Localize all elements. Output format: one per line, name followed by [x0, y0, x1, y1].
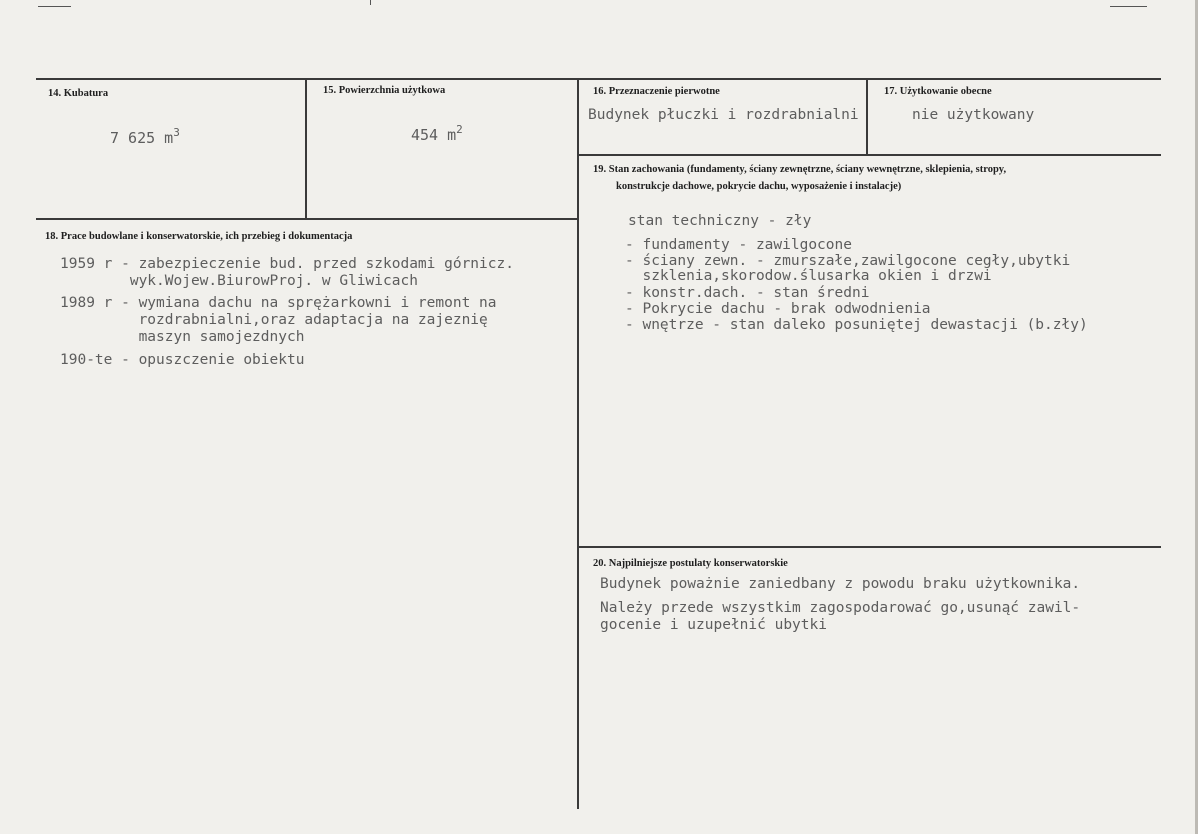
value-uzytkowanie: nie użytkowany [912, 107, 1035, 123]
prace-line-2: wyk.Wojew.BiurowProj. w Gliwicach [60, 273, 418, 289]
rule-v-14-15 [305, 78, 307, 220]
postulaty-line-1: Budynek poważnie zaniedbany z powodu braku użytkownika. [600, 576, 1081, 592]
top-tick-right [1110, 6, 1147, 7]
value-kubatura [110, 124, 180, 147]
label-kubatura: 14. Kubatura [48, 88, 109, 99]
stan-line-4: - konstr.dach. - stan średni [625, 285, 870, 301]
rule-v-15-16 [577, 78, 579, 809]
label-stan-line2: konstrukcje dachowe, pokrycie dachu, wyposażenie i instalacje) [616, 181, 902, 192]
prace-line-4: rozdrabnialni,oraz adaptacja na zajeznię [60, 312, 488, 328]
rule-v-16-17 [866, 78, 868, 155]
prace-line-6: 190-te - opuszczenie obiektu [60, 352, 305, 368]
postulaty-line-2: Należy przede wszystkim zagospodarować go,usunąć zawil- [600, 600, 1081, 616]
label-przeznaczenie: 16. Przeznaczenie pierwotne [593, 86, 720, 97]
value-powierzchnia-sup: 2 [456, 123, 463, 136]
postulaty-line-3: gocenie i uzupełnić ubytki [600, 617, 827, 633]
top-tick-left [38, 6, 71, 7]
stan-line-6: - wnętrze - stan daleko posuniętej dewastacji (b.zły) [625, 317, 1088, 333]
rule-h-14-18 [36, 218, 579, 220]
value-powierzchnia [411, 121, 463, 144]
value-kubatura-number: 7 625 m [110, 129, 174, 147]
value-przeznaczenie: Budynek płuczki i rozdrabnialni [588, 107, 859, 123]
label-powierzchnia: 15. Powierzchnia użytkowa [323, 85, 446, 96]
label-stan-line1: 19. Stan zachowania (fundamenty, ściany zewnętrzne, ściany wewnętrzne, sklepienia, stropy, [593, 164, 1007, 175]
top-tick-mid [370, 0, 371, 5]
prace-line-3: 1989 r - wymiana dachu na sprężarkowni i remont na [60, 295, 497, 311]
label-postulaty: 20. Najpilniejsze postulaty konserwatorskie [593, 558, 788, 569]
stan-line-3: szklenia,skorodow.ślusarka okien i drzwi [625, 268, 992, 284]
stan-heading: stan techniczny - zły [628, 213, 812, 229]
value-powierzchnia-number: 454 m [411, 126, 457, 144]
stan-line-5: - Pokrycie dachu - brak odwodnienia [625, 301, 931, 317]
prace-line-1: 1959 r - zabezpieczenie bud. przed szkodami górnicz. [60, 256, 514, 272]
stan-line-2: - ściany zewn. - zmurszałe,zawilgocone cegły,ubytki [625, 253, 1071, 269]
stan-line-1: - fundamenty - zawilgocone [625, 237, 852, 253]
rule-top [36, 78, 1161, 80]
rule-h-19-20 [577, 546, 1161, 548]
label-prace: 18. Prace budowlane i konserwatorskie, ich przebieg i dokumentacja [45, 231, 353, 242]
prace-line-5: maszyn samojezdnych [60, 329, 305, 345]
label-uzytkowanie: 17. Użytkowanie obecne [884, 86, 992, 97]
rule-h-16-19 [577, 154, 1161, 156]
value-kubatura-sup: 3 [173, 126, 180, 139]
